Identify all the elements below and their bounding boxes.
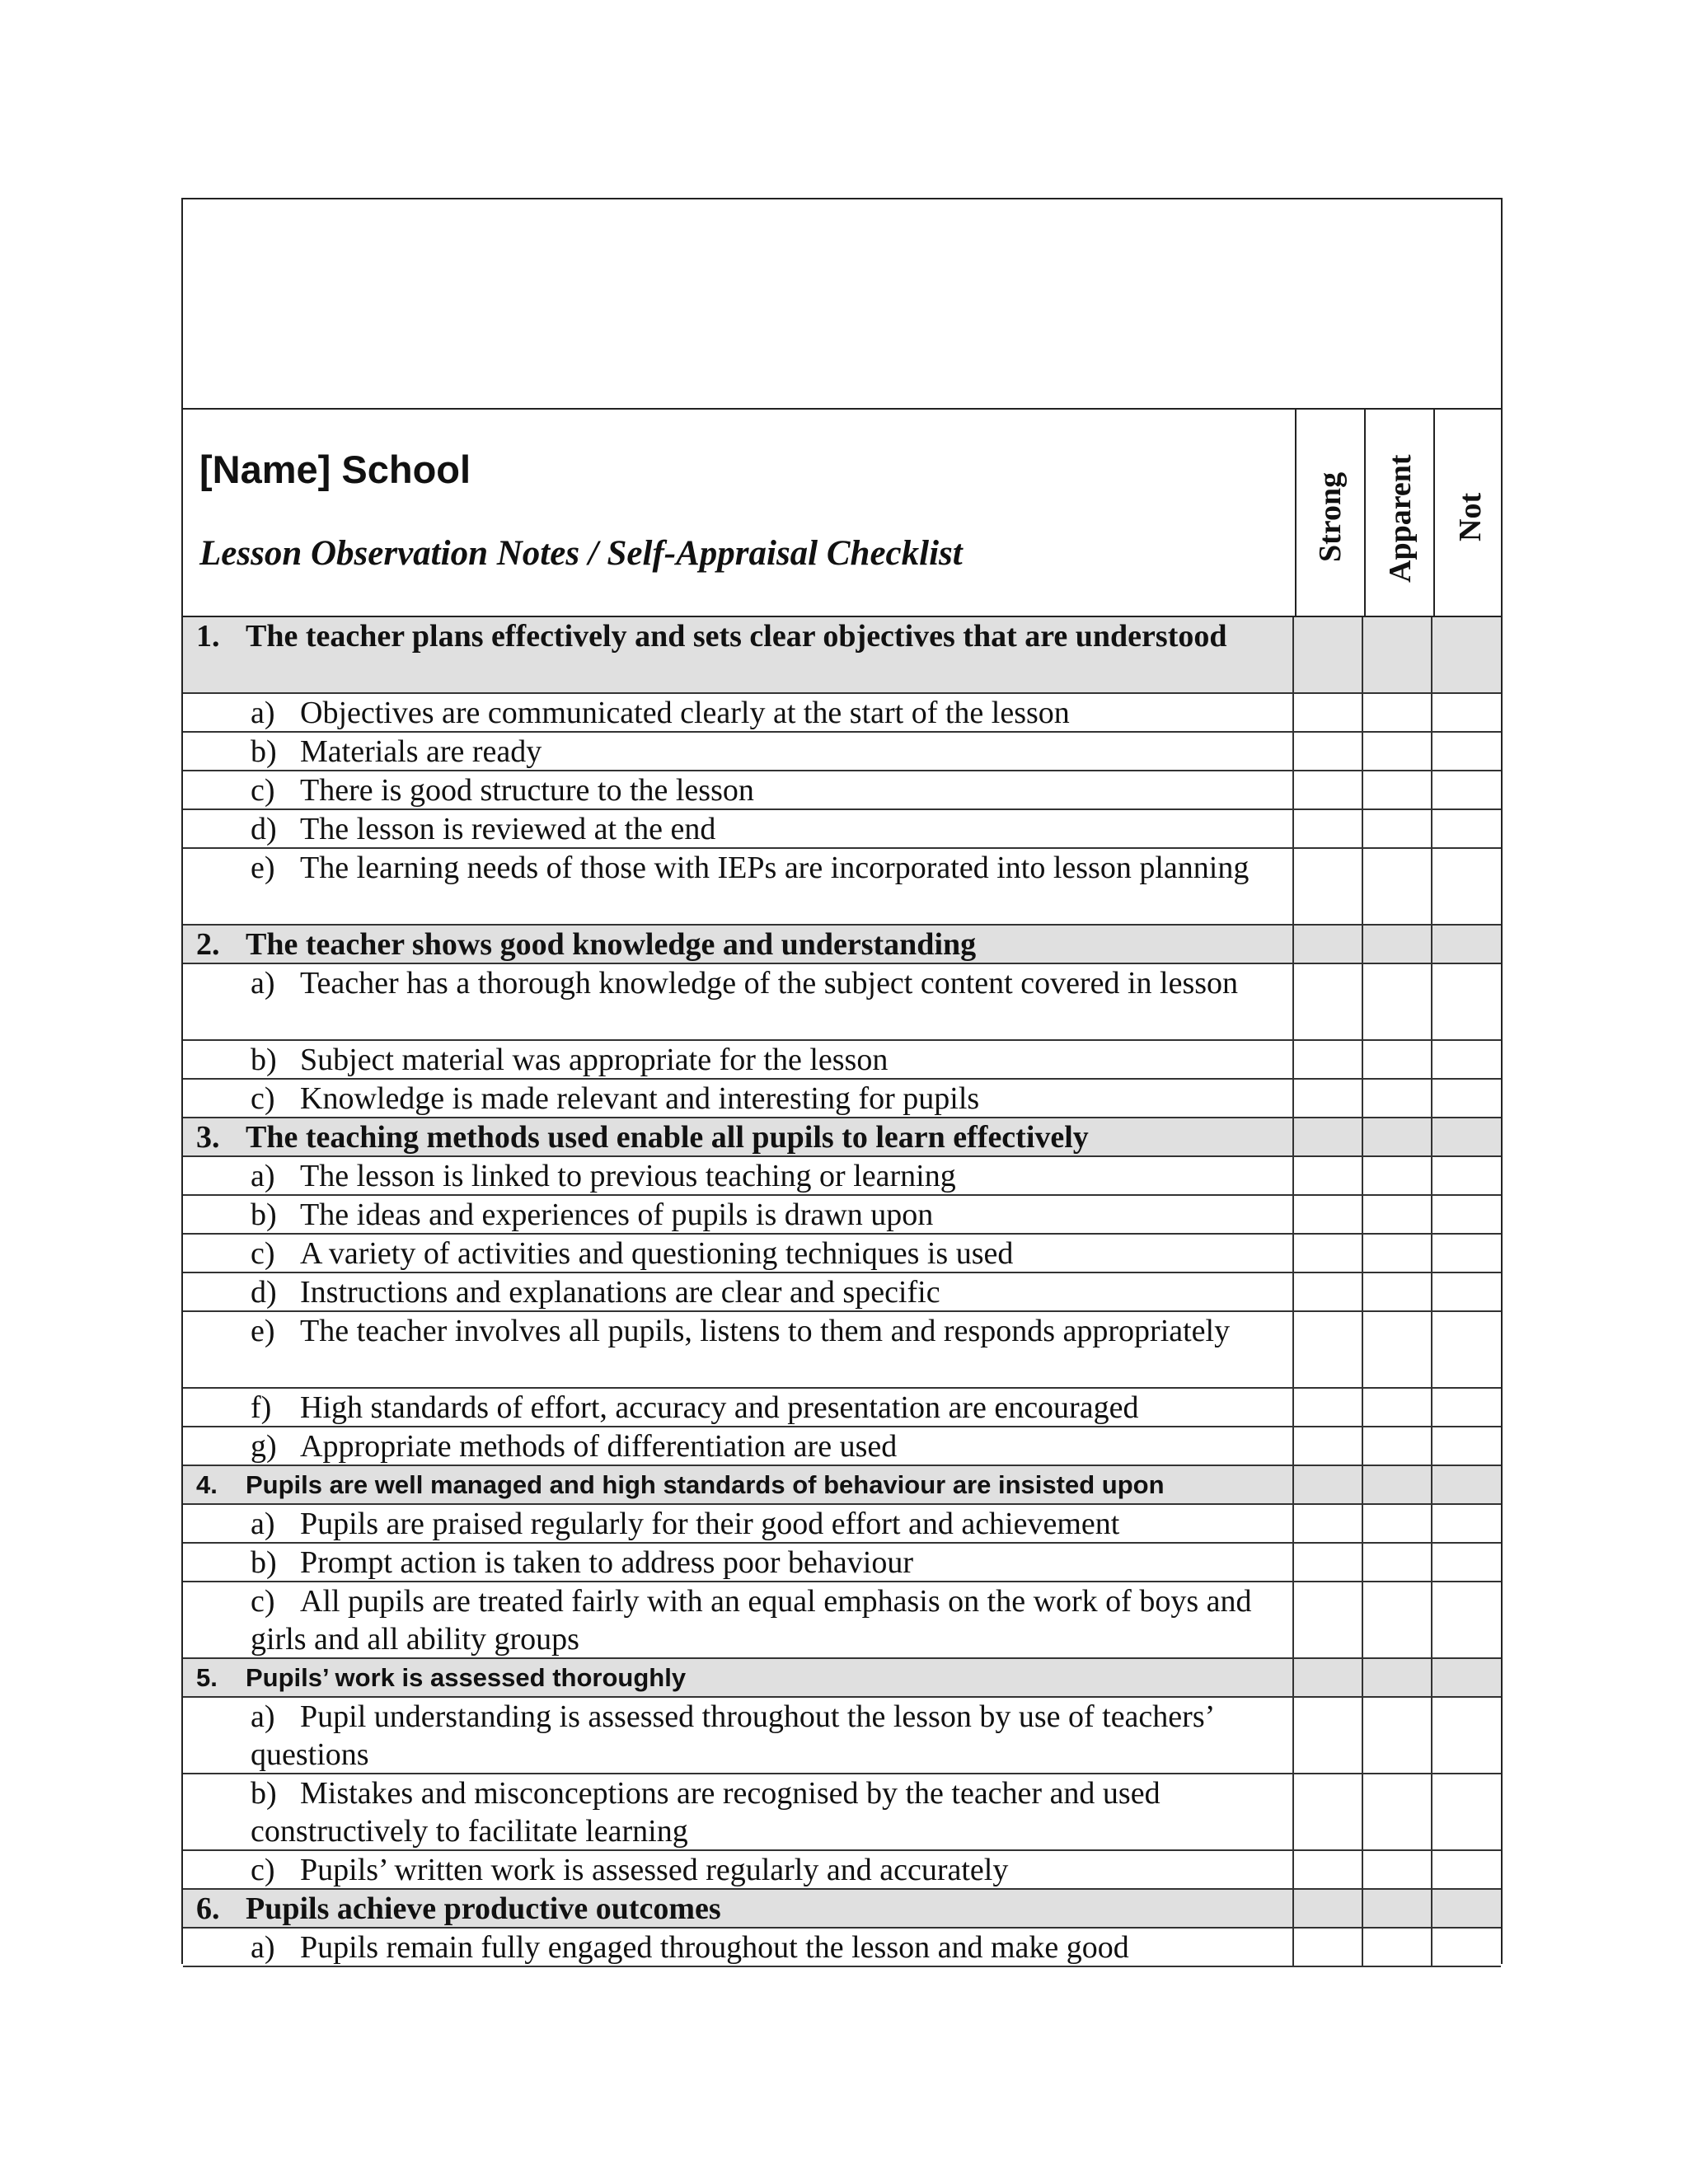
rating-cell-strong[interactable] (1292, 964, 1363, 1039)
item-letter: g) (251, 1429, 277, 1464)
item-letter: c) (251, 1853, 275, 1887)
rating-cell-strong[interactable] (1292, 1235, 1363, 1272)
section-row (183, 617, 1501, 694)
item-letter: e) (251, 1314, 275, 1348)
criterion-text: The lesson is reviewed at the end (300, 812, 716, 846)
rating-cell-apparent[interactable] (1362, 617, 1432, 692)
item-letter: c) (251, 1236, 275, 1271)
rating-cell-not[interactable] (1431, 771, 1503, 808)
rating-cells (1292, 849, 1501, 924)
criterion-row (183, 1196, 1501, 1235)
item-letter: d) (251, 812, 277, 846)
rating-cell-not[interactable] (1431, 1505, 1503, 1542)
criterion-row (183, 1389, 1501, 1427)
criterion-text: The ideas and experiences of pupils is drawn upon (300, 1197, 934, 1232)
criterion-row (183, 1427, 1501, 1466)
rating-cell-not[interactable] (1431, 964, 1503, 1039)
rating-cells (1292, 617, 1501, 692)
rating-cells (1292, 694, 1501, 731)
rating-cell-not[interactable] (1431, 1774, 1503, 1849)
rating-cell-not[interactable] (1431, 1196, 1503, 1233)
rating-cells (1292, 1427, 1501, 1465)
rating-cell-strong[interactable] (1292, 1041, 1363, 1078)
column-header-apparent: Apparent (1383, 454, 1418, 583)
section-heading: The teacher plans effectively and sets clear objectives that are understood (246, 619, 1227, 654)
criterion-text: Pupils are praised regularly for their good effort and achievement (300, 1507, 1120, 1541)
criterion-row (183, 1505, 1501, 1544)
section-row (183, 1890, 1501, 1929)
rating-cells (1292, 1389, 1501, 1426)
criterion-text: The learning needs of those with IEPs are incorporated into lesson planning (300, 851, 1250, 885)
criterion-text: Objectives are communicated clearly at the start of the lesson (300, 696, 1070, 730)
rating-cell-apparent[interactable] (1362, 1466, 1432, 1503)
rating-cell-strong[interactable] (1292, 1389, 1363, 1426)
rating-cell-strong[interactable] (1292, 926, 1363, 963)
column-divider (1364, 410, 1366, 616)
rating-cell-strong[interactable] (1292, 617, 1363, 692)
rating-cell-not[interactable] (1431, 1235, 1503, 1272)
item-letter: a) (251, 1699, 275, 1734)
checklist-table (181, 198, 1503, 1964)
rating-cell-not[interactable] (1431, 810, 1503, 847)
rating-cell-not[interactable] (1431, 1698, 1503, 1773)
rating-cells (1292, 1312, 1501, 1387)
criterion-text: Knowledge is made relevant and interesting for pupils (300, 1081, 980, 1116)
item-letter: f) (251, 1390, 272, 1425)
rating-cell-not[interactable] (1431, 1890, 1503, 1927)
rating-cell-apparent[interactable] (1362, 1890, 1432, 1927)
rating-cells (1292, 1544, 1501, 1581)
rating-cell-strong[interactable] (1292, 1929, 1363, 1966)
item-letter: b) (251, 1545, 277, 1580)
column-header-not: Not (1453, 492, 1488, 541)
rating-cell-not[interactable] (1431, 1080, 1503, 1117)
item-letter: a) (251, 1159, 275, 1193)
criterion-row (183, 964, 1501, 1041)
rating-cell-strong[interactable] (1292, 694, 1363, 731)
item-letter: a) (251, 1930, 275, 1965)
section-number: 2. (196, 927, 220, 962)
rating-cells (1292, 1774, 1501, 1849)
rating-cell-apparent[interactable] (1362, 1929, 1432, 1966)
criterion-text: The teacher involves all pupils, listens to them and responds appropriately (300, 1314, 1231, 1348)
criterion-text: Pupils remain fully engaged throughout the lesson and make good (300, 1930, 1129, 1965)
rating-cell-not[interactable] (1431, 1389, 1503, 1426)
rating-cell-apparent[interactable] (1362, 1041, 1432, 1078)
item-letter: a) (251, 966, 275, 1001)
rating-cell-strong[interactable] (1292, 1466, 1363, 1503)
criterion-row (183, 733, 1501, 771)
rating-cells (1292, 1118, 1501, 1155)
section-row (183, 1118, 1501, 1157)
rating-cell-strong[interactable] (1292, 771, 1363, 808)
checklist-rows (183, 617, 1501, 1967)
section-number: 5. (196, 1663, 218, 1692)
criterion-text: Pupil understanding is assessed throughout the lesson by use of teachers’ questions (251, 1699, 1213, 1772)
section-heading: Pupils are well managed and high standards of behaviour are insisted upon (246, 1470, 1165, 1499)
criterion-row (183, 1774, 1501, 1851)
rating-cells (1292, 733, 1501, 770)
item-letter: b) (251, 734, 277, 769)
criterion-text: Pupils’ written work is assessed regularly and accurately (300, 1853, 1009, 1887)
criterion-text: The lesson is linked to previous teaching or learning (300, 1159, 956, 1193)
rating-cell-apparent[interactable] (1362, 926, 1432, 963)
rating-cells (1292, 1890, 1501, 1927)
section-heading: The teaching methods used enable all pupils to learn effectively (246, 1120, 1089, 1155)
rating-cell-apparent[interactable] (1362, 1505, 1432, 1542)
rating-cell-apparent[interactable] (1362, 1196, 1432, 1233)
rating-cell-not[interactable] (1431, 849, 1503, 924)
rating-cell-not[interactable] (1431, 1273, 1503, 1310)
rating-cells (1292, 1041, 1501, 1078)
rating-cell-not[interactable] (1431, 1157, 1503, 1194)
rating-cell-strong[interactable] (1292, 1544, 1363, 1581)
rating-cell-strong[interactable] (1292, 1312, 1363, 1387)
rating-cells (1292, 771, 1501, 808)
rating-cell-apparent[interactable] (1362, 1157, 1432, 1194)
rating-cell-not[interactable] (1431, 1466, 1503, 1503)
rating-cell-strong[interactable] (1292, 1659, 1363, 1696)
rating-cell-strong[interactable] (1292, 1080, 1363, 1117)
criterion-text: Mistakes and misconceptions are recognised by the teacher and used constructively to facilitate learning (251, 1776, 1160, 1849)
column-divider (1433, 410, 1435, 616)
rating-cells (1292, 1505, 1501, 1542)
rating-cell-apparent[interactable] (1362, 694, 1432, 731)
criterion-row (183, 810, 1501, 849)
rating-cells (1292, 1851, 1501, 1888)
section-row (183, 1659, 1501, 1698)
rating-cell-apparent[interactable] (1362, 1544, 1432, 1581)
rating-cell-strong[interactable] (1292, 1157, 1363, 1194)
criterion-row (183, 1312, 1501, 1389)
criterion-row (183, 1041, 1501, 1080)
rating-cells (1292, 1273, 1501, 1310)
rating-cell-apparent[interactable] (1362, 1312, 1432, 1387)
criterion-row (183, 1929, 1501, 1967)
item-letter: c) (251, 1081, 275, 1116)
rating-cell-strong[interactable] (1292, 733, 1363, 770)
rating-cells (1292, 1698, 1501, 1773)
rating-cell-apparent[interactable] (1362, 1427, 1432, 1465)
section-number: 6. (196, 1891, 220, 1926)
criterion-text: All pupils are treated fairly with an equal emphasis on the work of boys and girls and all ability groups (251, 1584, 1252, 1657)
rating-cells (1292, 1235, 1501, 1272)
item-letter: d) (251, 1275, 277, 1310)
rating-cell-apparent[interactable] (1362, 1118, 1432, 1155)
rating-cell-strong[interactable] (1292, 1698, 1363, 1773)
rating-cells (1292, 1080, 1501, 1117)
rating-cell-not[interactable] (1431, 1929, 1503, 1966)
rating-cell-apparent[interactable] (1362, 1273, 1432, 1310)
rating-cells (1292, 810, 1501, 847)
rating-cell-not[interactable] (1431, 1312, 1503, 1387)
item-letter: a) (251, 1507, 275, 1541)
criterion-text: Appropriate methods of differentiation are used (300, 1429, 898, 1464)
rating-cell-not[interactable] (1431, 733, 1503, 770)
rating-cell-strong[interactable] (1292, 1505, 1363, 1542)
rating-cell-strong[interactable] (1292, 1851, 1363, 1888)
item-letter: b) (251, 1197, 277, 1232)
item-letter: c) (251, 773, 275, 808)
rating-cell-not[interactable] (1431, 1582, 1503, 1657)
rating-cell-apparent[interactable] (1362, 1235, 1432, 1272)
item-letter: e) (251, 851, 275, 885)
checklist-title: Lesson Observation Notes / Self-Appraisal Checklist (199, 534, 963, 573)
criterion-text: A variety of activities and questioning techniques is used (300, 1236, 1014, 1271)
criterion-row (183, 849, 1501, 926)
rating-cell-strong[interactable] (1292, 1890, 1363, 1927)
rating-cell-apparent[interactable] (1362, 1080, 1432, 1117)
rating-cell-not[interactable] (1431, 1427, 1503, 1465)
blank-header-box (183, 199, 1501, 410)
rating-cell-strong[interactable] (1292, 1273, 1363, 1310)
rating-cell-apparent[interactable] (1362, 1851, 1432, 1888)
table-header (183, 410, 1501, 617)
section-row (183, 1466, 1501, 1505)
column-header-strong: Strong (1313, 471, 1348, 562)
rating-cell-strong[interactable] (1292, 1196, 1363, 1233)
rating-cell-apparent[interactable] (1362, 1698, 1432, 1773)
rating-cells (1292, 1196, 1501, 1233)
criterion-text: Materials are ready (300, 734, 542, 769)
criterion-text: High standards of effort, accuracy and presentation are encouraged (300, 1390, 1139, 1425)
rating-cell-not[interactable] (1431, 1041, 1503, 1078)
section-heading: Pupils’ work is assessed thoroughly (246, 1663, 687, 1692)
criterion-row (183, 1582, 1501, 1659)
criterion-row (183, 1851, 1501, 1890)
rating-cell-apparent[interactable] (1362, 771, 1432, 808)
school-name: [Name] School (199, 448, 471, 491)
rating-cell-not[interactable] (1431, 1118, 1503, 1155)
rating-cell-apparent[interactable] (1362, 733, 1432, 770)
rating-cells (1292, 964, 1501, 1039)
criterion-text: There is good structure to the lesson (300, 773, 754, 808)
rating-cell-apparent[interactable] (1362, 1659, 1432, 1696)
rating-cell-not[interactable] (1431, 1659, 1503, 1696)
section-heading: Pupils achieve productive outcomes (246, 1891, 721, 1926)
rating-cell-apparent[interactable] (1362, 1582, 1432, 1657)
item-letter: c) (251, 1584, 275, 1619)
rating-cells (1292, 926, 1501, 963)
criterion-row (183, 1698, 1501, 1774)
criterion-row (183, 1544, 1501, 1582)
item-letter: b) (251, 1776, 277, 1811)
criterion-row (183, 1080, 1501, 1118)
rating-cell-not[interactable] (1431, 617, 1503, 692)
rating-cells (1292, 1466, 1501, 1503)
rating-cell-strong[interactable] (1292, 1118, 1363, 1155)
rating-cells (1292, 1929, 1501, 1966)
item-letter: a) (251, 696, 275, 730)
item-letter: b) (251, 1043, 277, 1077)
rating-cell-apparent[interactable] (1362, 1774, 1432, 1849)
section-heading: The teacher shows good knowledge and understanding (246, 927, 977, 962)
rating-cell-apparent[interactable] (1362, 1389, 1432, 1426)
criterion-text: Instructions and explanations are clear and specific (300, 1275, 940, 1310)
rating-cell-apparent[interactable] (1362, 849, 1432, 924)
rating-cells (1292, 1157, 1501, 1194)
rating-cell-strong[interactable] (1292, 1427, 1363, 1465)
rating-cell-strong[interactable] (1292, 1582, 1363, 1657)
criterion-row (183, 1273, 1501, 1312)
rating-cells (1292, 1582, 1501, 1657)
rating-cell-not[interactable] (1431, 1851, 1503, 1888)
rating-cells (1292, 1659, 1501, 1696)
rating-cell-strong[interactable] (1292, 810, 1363, 847)
criterion-text: Subject material was appropriate for the lesson (300, 1043, 889, 1077)
rating-cell-apparent[interactable] (1362, 964, 1432, 1039)
section-number: 4. (196, 1470, 218, 1499)
column-divider (1295, 410, 1296, 616)
criterion-row (183, 1235, 1501, 1273)
rating-cell-not[interactable] (1431, 694, 1503, 731)
section-number: 3. (196, 1120, 220, 1155)
criterion-row (183, 694, 1501, 733)
criterion-row (183, 771, 1501, 810)
criterion-text: Prompt action is taken to address poor behaviour (300, 1545, 914, 1580)
criterion-row (183, 1157, 1501, 1196)
criterion-text: Teacher has a thorough knowledge of the subject content covered in lesson (300, 966, 1239, 1001)
rating-cell-strong[interactable] (1292, 1774, 1363, 1849)
section-row (183, 926, 1501, 964)
section-number: 1. (196, 619, 220, 654)
rating-cell-not[interactable] (1431, 926, 1503, 963)
rating-cell-apparent[interactable] (1362, 810, 1432, 847)
rating-cell-strong[interactable] (1292, 849, 1363, 924)
rating-cell-not[interactable] (1431, 1544, 1503, 1581)
